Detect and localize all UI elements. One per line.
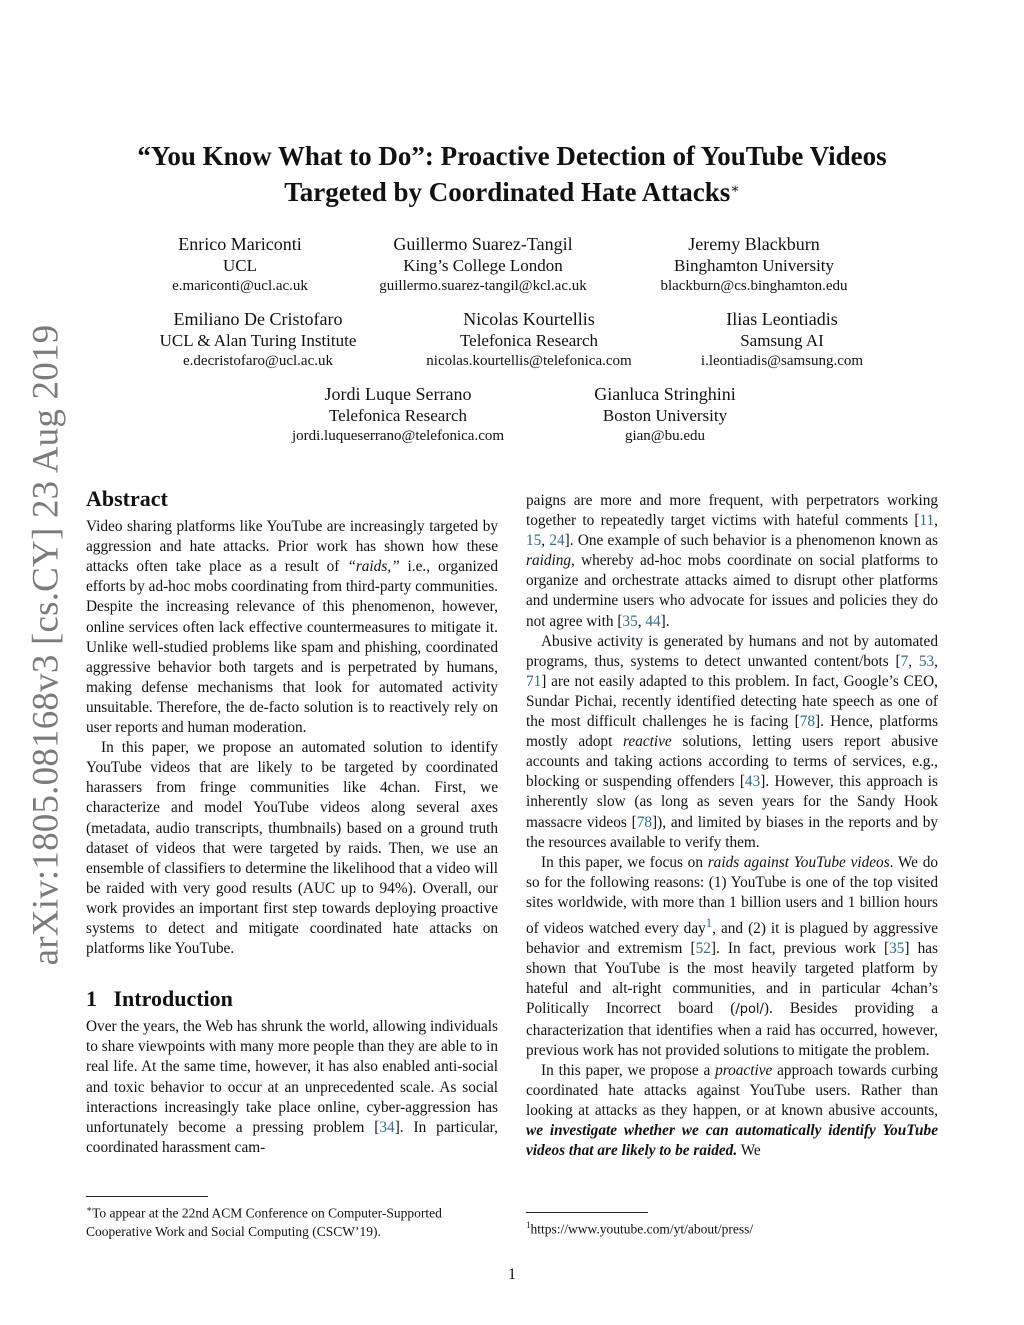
title-line-1: “You Know What to Do”: Proactive Detection of YouTube Videos xyxy=(137,141,887,171)
footnote-rule xyxy=(86,1196,208,1197)
citation-link[interactable]: 7 xyxy=(900,652,909,670)
author-email: blackburn@cs.binghamton.edu xyxy=(660,278,848,294)
author-block xyxy=(632,309,932,372)
author-block xyxy=(515,384,815,447)
citation-link[interactable]: 35 xyxy=(889,940,905,958)
citation-link[interactable]: 11 xyxy=(919,512,935,530)
author-block xyxy=(248,384,548,447)
author-name: Gianluca Stringhini xyxy=(594,384,736,404)
citation-link[interactable]: 71 xyxy=(526,672,542,690)
arxiv-identifier-stamp: arXiv:1805.08168v3 [cs.CY] 23 Aug 2019 xyxy=(25,324,67,966)
citation-link[interactable]: 78 xyxy=(799,713,816,731)
left-column xyxy=(86,486,498,1158)
citation-link[interactable]: 78 xyxy=(636,813,653,831)
citation-link[interactable]: 34 xyxy=(379,1118,395,1136)
author-name: Enrico Mariconti xyxy=(178,234,302,254)
author-affiliation: Telefonica Research xyxy=(459,331,599,350)
abstract-paragraph: Video sharing platforms like YouTube are increasingly targeted by aggression and hate attacks. Prior work has shown how these attacks often take place as a result of “raids,” i.e., organized efforts by ad-hoc mobs coordinating from third-party communities. Despite the increasing relevance of this phenomenon, however, online services often lack effective countermeasures to mitigate it. Unlike well-studied problems like spam and phishing, coordinated aggressive behavior both targets and is perpetrated by humans, making defense mechanisms that look for automated activity unsuitable. Therefore, the de-facto solution is to reactively rely on user reports and human moderation. xyxy=(86,518,498,737)
body-paragraph: paigns are more and more frequent, with perpetrators working together to repeatedly target victims with hateful comments [11, 15, 24]. One example of such behavior is a phenomenon known as raiding, whereby ad-hoc mobs coordinate on social platforms to organize and orchestrate attacks aimed to disrupt other platforms and undermine users who advocate for issues and policies they do not agree with [35, 44]. xyxy=(526,492,938,630)
citation-link[interactable]: 44 xyxy=(645,612,661,630)
author-affiliation: UCL & Alan Turing Institute xyxy=(159,331,357,350)
abstract-paragraph: In this paper, we propose an automated solution to identify YouTube videos that are likely to be targeted by coordinated harassers from fringe communities like 4chan. First, we characterize and model YouTube videos along several axes (metadata, audio transcripts, thumbnails) based on a ground truth dataset of videos that were targeted by raids. Then, we use an ensemble of classifiers to determine the likelihood that a video will be raided with very good results (AUC up to 94%). Overall, our work provides an important first step towards deploying proactive systems to detect and mitigate coordinated hate attacks on platforms like YouTube. xyxy=(86,739,498,958)
author-email: e.mariconti@ucl.ac.uk xyxy=(172,278,308,294)
author-name: Jeremy Blackburn xyxy=(688,234,820,254)
body-paragraph: Abusive activity is generated by humans and not by automated programs, thus, systems to detect unwanted content/bots [7, 53, 71] are not easily adapted to this problem. In fact, Google’s CEO, Sundar Pichai, recently identified detecting hate speech as one of the most difficult challenges he is facing [78]. Hence, platforms mostly adopt reactive solutions, letting users report abusive accounts and taking actions according to terms of services, e.g., blocking or suspending offenders [43]. However, this approach is inherently slow (as long as seven years for the Sandy Hook massacre videos [78]), and limited by biases in the reports and by the resources available to verify them. xyxy=(526,632,938,851)
citation-link[interactable]: 24 xyxy=(549,532,565,550)
intro-paragraph: Over the years, the Web has shrunk the world, allowing individuals to share viewpoints with many more people than they are able to in real life. At the same time, however, it has also enabled anti-social and toxic behavior to occur at an unprecedented scale. As social interactions increasingly take place online, cyber-aggression has unfortunately become a pressing problem [34]. In particular, coordinated harassment cam- xyxy=(86,1018,498,1156)
author-email: gian@bu.edu xyxy=(624,428,706,444)
paper-title xyxy=(90,138,934,210)
author-affiliation: Binghamton University xyxy=(673,256,835,275)
author-name: Jordi Luque Serrano xyxy=(324,384,472,404)
author-email: nicolas.kourtellis@telefonica.com xyxy=(426,353,632,369)
author-name: Guillermo Suarez-Tangil xyxy=(393,234,573,254)
citation-link[interactable]: 15 xyxy=(526,532,542,550)
author-email: guillermo.suarez-tangil@kcl.ac.uk xyxy=(379,278,587,294)
author-name: Emiliano De Cristofaro xyxy=(173,309,343,329)
author-affiliation: Boston University xyxy=(602,406,728,425)
author-email: i.leontiadis@samsung.com xyxy=(700,353,864,369)
author-block xyxy=(604,234,904,297)
author-block xyxy=(333,234,633,297)
author-affiliation: Samsung AI xyxy=(740,331,824,350)
body-paragraph: In this paper, we propose a proactive approach towards curbing coordinated hate attacks against YouTube users. Rather than looking at attacks as they happen, or at known abusive accounts, we investigate whether we can automatically identify YouTube videos that are likely to be raided. We xyxy=(526,1061,939,1160)
author-name: Nicolas Kourtellis xyxy=(463,309,595,329)
author-email: jordi.luqueserrano@telefonica.com xyxy=(291,428,505,444)
author-affiliation: Telefonica Research xyxy=(328,406,468,425)
author-affiliation: King’s College London xyxy=(403,256,563,275)
citation-link[interactable]: 43 xyxy=(744,773,761,791)
author-block xyxy=(108,309,408,372)
footnote-conference: ∗To appear at the 22nd ACM Conference on Computer-Supported Cooperative Work and Social Computing (CSCW’19). xyxy=(86,1204,442,1239)
page-number: 1 xyxy=(508,1266,516,1283)
introduction-heading: 1 Introduction xyxy=(86,986,233,1012)
title-footnote-marker: ∗ xyxy=(730,182,740,197)
citation-link[interactable]: 52 xyxy=(695,940,711,958)
footnote-rule xyxy=(526,1212,648,1213)
footnote-url-link[interactable]: https://www.youtube.com/yt/about/press/ xyxy=(530,1221,754,1237)
citation-link[interactable]: 53 xyxy=(918,652,935,670)
footnote-link[interactable]: 1 xyxy=(705,915,713,930)
author-affiliation: UCL xyxy=(223,256,257,275)
author-name: Ilias Leontiadis xyxy=(726,309,838,329)
footnote-url: $^1$https://www.youtube.com/yt/about/press/ xyxy=(526,1220,754,1237)
title-line-2: Targeted by Coordinated Hate Attacks∗ xyxy=(284,177,740,207)
abstract-heading: Abstract xyxy=(86,486,168,511)
body-paragraph: In this paper, we focus on raids against YouTube videos. We do so for the following reasons: (1) YouTube is one of the top visited sites worldwide, with more than 1 billion users and 1 billion hours of videos watched every day$^1$, and (2) it is plagued by aggressive behavior and extremism [52]. In fact, previous work [35] has shown that YouTube is the most heavily targeted platform by hateful and alt-right communities, and in particular 4chan’s Politically Incorrect board (/pol/). Besides providing a characterization that identifies when a raid has occurred, however, previous work has not provided solutions to mitigate the problem. xyxy=(526,853,938,1059)
author-email: e.decristofaro@ucl.ac.uk xyxy=(183,353,333,369)
right-column xyxy=(526,491,938,1161)
citation-link[interactable]: 35 xyxy=(622,612,638,630)
